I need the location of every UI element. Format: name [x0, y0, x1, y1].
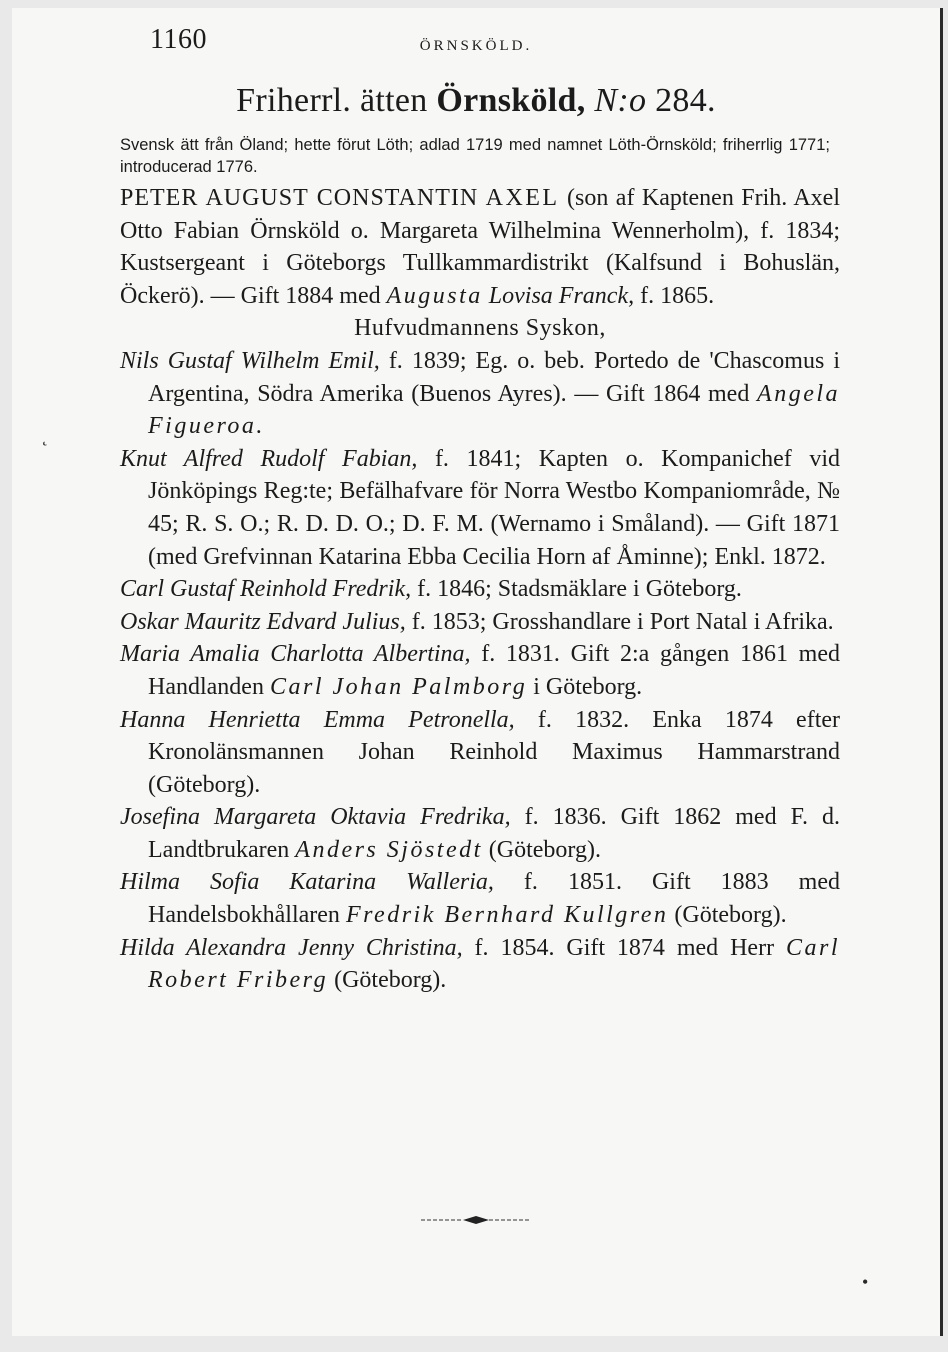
sibling-name: Carl Gustaf Reinhold Fredrik,: [120, 576, 412, 603]
sibling-text: f. 1832. Enka 1874 efter Kronolänsmannen Johan Reinhold Maximus Hammarstrand (Göteborg).: [148, 706, 841, 798]
sibling-text: f. 1854. Gift 1874 med Herr: [474, 934, 775, 961]
margin-mark-icon: ˛: [42, 426, 48, 446]
sibling-tail: (Göteborg).: [674, 902, 787, 929]
head-spouse-first: Augusta: [386, 282, 483, 309]
family-number: 284.: [655, 82, 716, 119]
head-name: PETER AUGUST CONSTANTIN: [120, 185, 479, 211]
list-item: [120, 932, 840, 997]
head-of-family-entry: [120, 182, 840, 312]
sibling-text: f. 1853; Grosshandlare i Port Natal i Afrika.: [411, 608, 834, 635]
book-page: [12, 8, 943, 1336]
sibling-spouse: Carl Johan Palmborg: [269, 673, 528, 700]
genealogy-body: [120, 182, 840, 997]
list-item: [120, 704, 840, 802]
head-end: f. 1865.: [640, 282, 715, 309]
sibling-spouse: Fredrik Bernhard Kullgren: [345, 902, 669, 929]
siblings-heading: Hufvudmannens Syskon,: [354, 315, 606, 342]
sibling-tail: (Göteborg).: [334, 967, 447, 994]
sibling-name: Nils Gustaf Wilhelm Emil,: [120, 347, 380, 374]
running-title: ÖRNSKÖLD.: [419, 38, 533, 54]
sibling-spouse: Angela Figueroa.: [148, 380, 841, 440]
sibling-text: f. 1831. Gift 2:a gången 1861 med Handlanden: [148, 641, 841, 700]
list-item: [120, 638, 840, 703]
sibling-tail: (Göteborg).: [488, 836, 601, 863]
sibling-name: Oskar Mauritz Edvard Julius,: [120, 608, 406, 635]
running-head: [12, 18, 940, 58]
sibling-name: Hilma Sofia Katarina Walleria,: [120, 869, 494, 896]
family-title: [12, 82, 940, 120]
sibling-spouse: Carl Robert Friberg: [148, 934, 840, 994]
head-spouse-rest: Lovisa Franck,: [488, 282, 635, 309]
head-name-spaced: AXEL: [485, 185, 560, 211]
sibling-text: f. 1851. Gift 1883 med Handelsbokhållaren: [148, 869, 840, 929]
sibling-text: f. 1836. Gift 1862 med F. d. Landtbrukaren: [148, 804, 840, 863]
list-item: [120, 573, 840, 606]
sibling-tail: i Göteborg.: [533, 673, 643, 700]
sibling-name: Hilda Alexandra Jenny Christina,: [120, 934, 463, 961]
page-number: 1160: [150, 24, 207, 55]
sibling-text: f. 1839; Eg. o. beb. Portedo de 'Chascomus i Argentina, Södra Amerika (Buenos Ayres). — Gift 1864 med: [148, 347, 840, 407]
sibling-text: f. 1841; Kapten o. Kompanichef vid Jönköpings Reg:te; Befälhafvare för Norra Westbo Kompaniområde, № 45; R. S. O.; R. D. D. O.; D. F. M. (Wernamo i Småland). — Gift 1871 (med Grefvinnan Katarina Ebba Cecilia Horn af Åminne); Enkl. 1872.: [148, 445, 841, 570]
sibling-spouse: Anders Sjöstedt: [295, 836, 483, 863]
list-item: [120, 606, 840, 639]
margin-dot-icon: •: [862, 1272, 869, 1292]
sibling-name: Josefina Margareta Oktavia Fredrika,: [120, 804, 511, 831]
sibling-name: Maria Amalia Charlotta Albertina,: [120, 641, 471, 668]
family-intro: Svensk ätt från Öland; hette förut Löth; adlad 1719 med namnet Löth-Örnsköld; friherrlig 1771; introducerad 1776.: [120, 136, 830, 176]
sibling-name: Knut Alfred Rudolf Fabian,: [120, 445, 418, 472]
list-item: [120, 801, 840, 866]
list-item: [120, 345, 840, 443]
title-prefix: Friherrl. ätten: [236, 82, 428, 119]
sibling-text: f. 1846; Stadsmäklare i Göteborg.: [417, 576, 742, 603]
family-name: Örnsköld,: [436, 82, 586, 119]
sibling-name: Hanna Henrietta Emma Petronella,: [120, 706, 515, 733]
head-text: (son af Kaptenen Frih. Axel Otto Fabian Örnsköld o. Margareta Wilhelmina Wennerholm), f. 1834; Kustsergeant i Göteborgs Tullkammardistrikt (Kalfsund i Bohuslän, Öckerö). — Gift 1884 med: [120, 185, 841, 309]
list-item: [120, 866, 840, 931]
end-ornament-icon: [12, 1212, 940, 1230]
list-item: [120, 443, 840, 573]
number-label: N:o: [594, 82, 647, 119]
